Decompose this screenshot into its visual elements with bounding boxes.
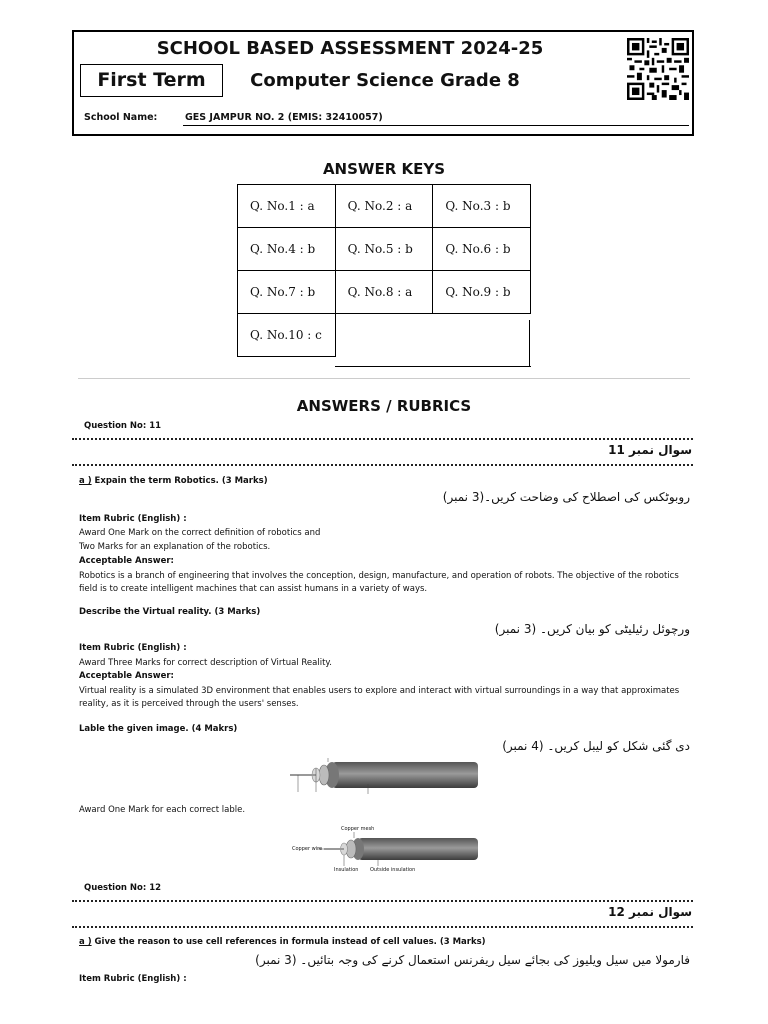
answer-key-cell: Q. No.6 : b — [433, 228, 531, 271]
q11c-question: Lable the given image. (4 Makrs) — [79, 724, 238, 734]
answer-keys-table — [237, 184, 531, 357]
assessment-title: SCHOOL BASED ASSESSMENT 2024-25 — [156, 38, 544, 59]
q11b-rubric-line1: Award Three Marks for correct description of Virtual Reality. — [79, 658, 332, 668]
q11a-urdu: روبوٹکس کی اصطلاح کی وضاحت کریں۔(3 نمبر) — [442, 490, 690, 504]
answer-key-cell: Q. No.10 : c — [238, 314, 336, 357]
q11b-urdu: ورچوئل رئیلیٹی کو بیان کریں۔ (3 نمبر) — [494, 622, 690, 636]
answer-key-cell: Q. No.1 : a — [238, 185, 336, 228]
dotted-divider — [72, 900, 693, 902]
answer-key-cell: Q. No.9 : b — [433, 271, 531, 314]
school-name-underline — [183, 125, 689, 126]
section-divider — [78, 378, 690, 379]
cable-label-copper-wire: Copper wire — [292, 846, 323, 852]
dotted-divider — [72, 926, 693, 928]
q12a-question — [79, 937, 486, 947]
school-name-value: GES JAMPUR NO. 2 (EMIS: 32410057) — [185, 112, 383, 123]
q11b-answer-label: Acceptable Answer: — [79, 671, 174, 681]
question-11-urdu-label: سوال نمبر 11 — [608, 443, 692, 457]
q11c-urdu: دی گئی شکل کو لیبل کریں۔ (4 نمبر) — [502, 739, 690, 753]
q12a-rubric-label: Item Rubric (English) : — [79, 974, 187, 984]
question-12-label: Question No: 12 — [84, 883, 162, 893]
question-12-urdu-label: سوال نمبر 12 — [608, 905, 692, 919]
question-11-label: Question No: 11 — [84, 421, 162, 431]
q11a-question — [79, 476, 268, 486]
q11a-answer: Robotics is a branch of engineering that involves the conception, design, manufacture, and operation of robots. The objective of the robotics field is to create intelligent machines that can assist humans in a variety of ways. — [79, 571, 679, 594]
qr-code-icon — [627, 37, 689, 101]
answer-key-cell: Q. No.8 : a — [335, 271, 433, 314]
part-prefix: a ) — [79, 937, 92, 947]
q11c-rubric-line1: Award One Mark for each correct lable. — [79, 805, 246, 815]
answer-key-cell: Q. No.2 : a — [335, 185, 433, 228]
cable-label-insulation: Insulation — [334, 867, 359, 873]
q12a-urdu: فارمولا میں سیل ویلیوز کی بجائے سیل ریفرنس استعمال کرنے کی وجہ بتائیں۔ (3 نمبر) — [255, 953, 690, 967]
table-row — [238, 228, 531, 271]
answer-key-cell: Q. No.4 : b — [238, 228, 336, 271]
q11b-question: Describe the Virtual reality. (3 Marks) — [79, 607, 261, 617]
q11b-rubric-label: Item Rubric (English) : — [79, 643, 187, 653]
answer-key-empty-cell — [335, 314, 530, 357]
q11a-rubric-line1: Award One Mark on the correct definition of robotics and — [79, 528, 321, 538]
q11a-answer-label: Acceptable Answer: — [79, 556, 174, 566]
answer-key-cell: Q. No.7 : b — [238, 271, 336, 314]
answer-key-cell: Q. No.3 : b — [433, 185, 531, 228]
coaxial-cable-image — [288, 756, 478, 796]
cable-label-copper-mesh: Copper mesh — [341, 826, 375, 832]
answer-key-cell: Q. No.5 : b — [335, 228, 433, 271]
q11b-answer: Virtual reality is a simulated 3D environment that enables users to explore and interact with virtual surroundings in a way that approximates reality, as it is perceived through the users' senses. — [79, 686, 680, 709]
q11a-question-text: Expain the term Robotics. (3 Marks) — [91, 476, 268, 486]
rubrics-title: ANSWERS / RUBRICS — [296, 397, 472, 415]
table-bottom-border — [335, 366, 531, 367]
cable-label-outside-insulation: Outside insulation — [370, 867, 416, 873]
q11a-rubric-line2: Two Marks for an explanation of the robotics. — [79, 542, 271, 552]
table-row — [238, 314, 531, 357]
part-prefix: a ) — [79, 476, 92, 486]
table-row — [238, 271, 531, 314]
q12a-question-text: Give the reason to use cell references in formula instead of cell values. (3 Marks) — [91, 937, 486, 947]
q11a-rubric-label: Item Rubric (English) : — [79, 514, 187, 524]
subject-title: Computer Science Grade 8 — [250, 70, 520, 91]
table-row — [238, 185, 531, 228]
dotted-divider — [72, 464, 693, 466]
dotted-divider — [72, 438, 693, 440]
table-right-border — [529, 320, 530, 367]
answer-keys-title: ANSWER KEYS — [322, 160, 446, 178]
term-box: First Term — [80, 64, 223, 97]
school-name-label: School Name: — [84, 112, 158, 123]
